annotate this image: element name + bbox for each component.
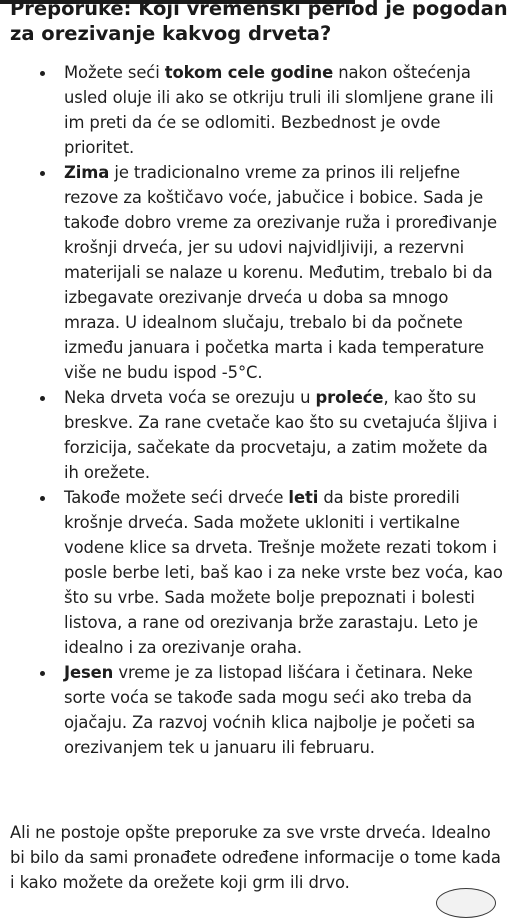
list-item (0, 385, 517, 485)
item-text-pre: Neka drveta voća se orezuju u (64, 388, 316, 407)
item-text-bold: Jesen (64, 663, 114, 682)
item-text-pre: Možete seći (64, 63, 165, 82)
item-text-bold: Zima (64, 163, 110, 182)
item-text-post: vreme je za listopad lišćara i četinara. Neke sorte voća se takođe sada mogu seći ako treba da ojačaju. Za razvoj voćnih klica najbolje je početi sa orezivanjem tek u januaru ili februaru. (64, 663, 476, 757)
section-heading: Preporuke: Koji vremenski period je pogodan za orezivanje kakvog drveta? (10, 0, 508, 45)
list-item (0, 660, 517, 760)
item-text-post: je tradicionalno vreme za prinos ili reljefne rezove za koštičavo voće, jabučice i bobice. Sada je takođe dobro vreme za orezivanje ruža i proređivanje krošnji drveća, jer su udovi najvidljiviji, a rezervni materijali se nalaze u korenu. Međutim, trebalo bi da izbegavate orezivanje drveća u doba sa mnogo mraza. U idealnom slučaju, trebalo bi da počnete između januara i početka marta i kada temperature više ne budu ispod -5°C. (64, 163, 498, 382)
item-text-post: , kao što su breskve. Za rane cvetače kao što su cvetajuća šljiva i forzicija, sačekate da procvetaju, a zatim možete da ih orežete. (64, 388, 498, 482)
list-item (0, 160, 517, 385)
bullet-icon (40, 496, 45, 501)
item-text-post: da biste proredili krošnje drveća. Sada možete ukloniti i vertikalne vodene klice sa drveta. Trešnje možete rezati tokom i posle berbe leti, baš kao i za neke vrste bez voća, kao što su vrbe. Sada možete bolje prepoznati i bolesti listova, a rane od orezivanja brže zarastaju. Leto je idealno i za orezivanje oraha. (64, 488, 503, 657)
item-text-post: nakon oštećenja usled oluje ili ako se otkriju truli ili slomljene grane ili im preti da će se odlomiti. Bezbednost je ovde prioritet. (64, 63, 494, 157)
closing-paragraph: Ali ne postoje opšte preporuke za sve vrste drveća. Idealno bi bilo da sami pronađete određene informacije o tome kada i kako možete da orežete koji grm ili drvo. (10, 823, 501, 892)
bullet-icon (40, 671, 45, 676)
item-text-bold: leti (288, 488, 319, 507)
floating-action-icon[interactable] (436, 888, 496, 918)
item-text-bold: tokom cele godine (164, 63, 334, 82)
recommendation-list (0, 60, 517, 760)
bullet-icon (40, 71, 45, 76)
item-text-pre: Takođe možete seći drveće (64, 488, 289, 507)
list-item (0, 485, 517, 660)
bullet-icon (40, 396, 45, 401)
list-item (0, 60, 517, 160)
item-text-bold: proleće (315, 388, 384, 407)
bullet-icon (40, 171, 45, 176)
